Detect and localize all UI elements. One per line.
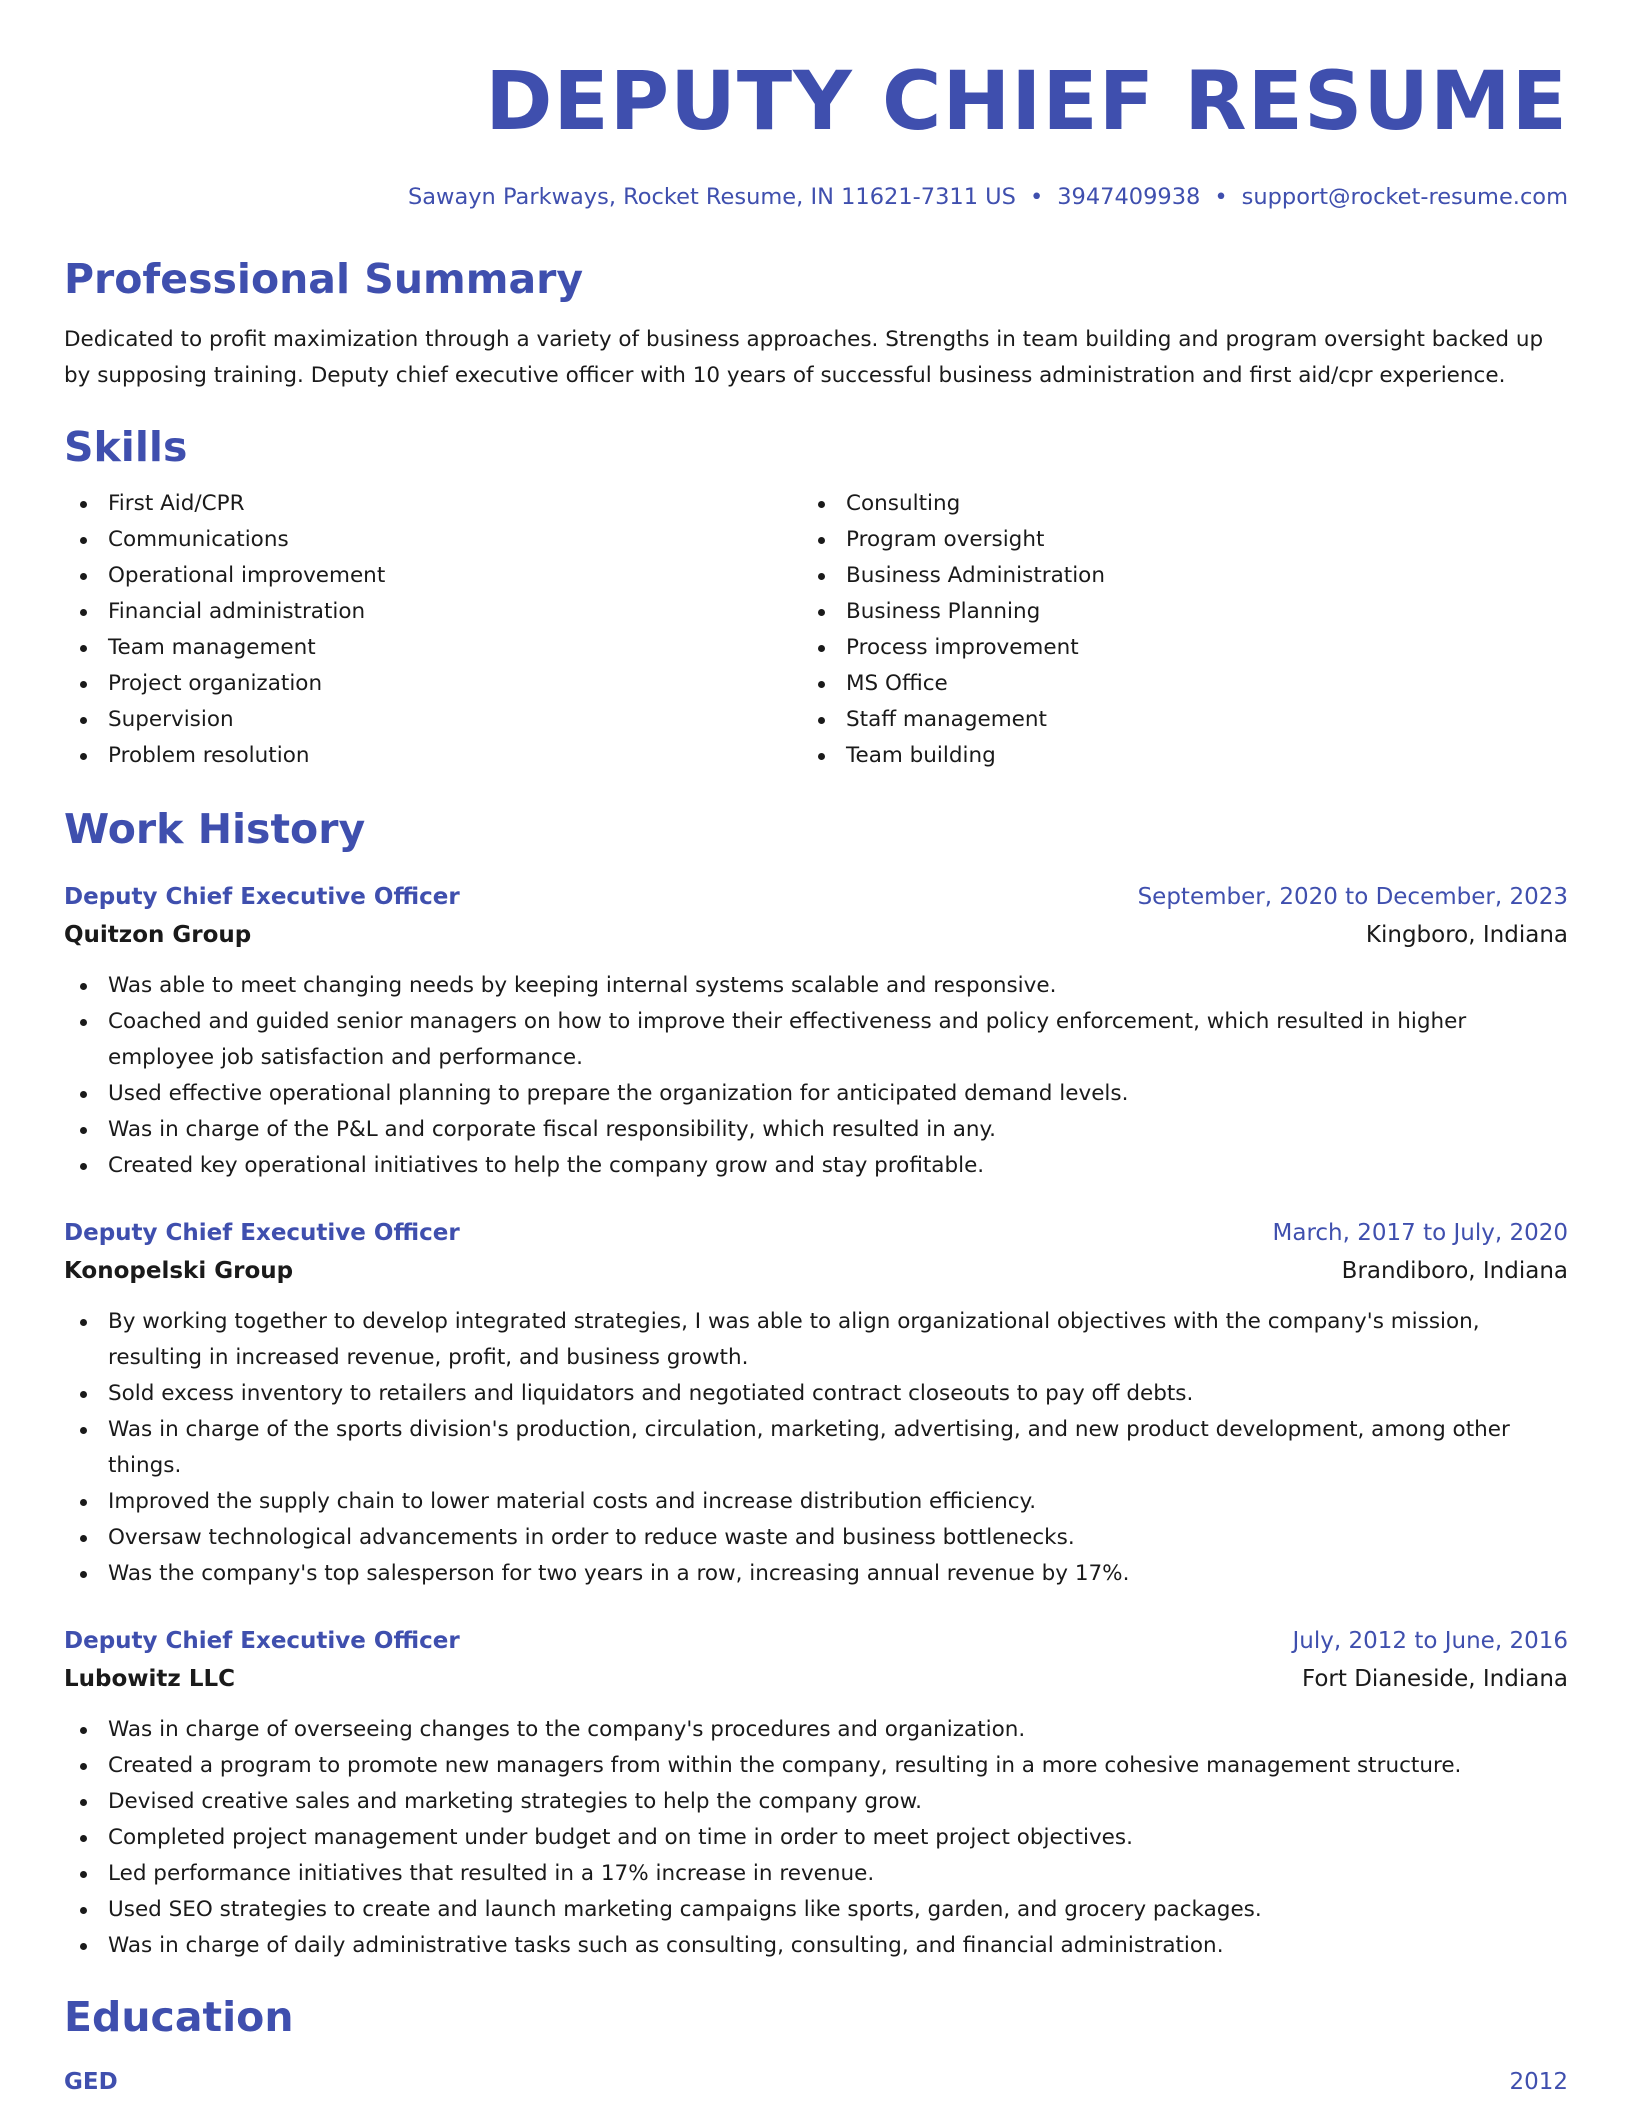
education-degree: GED	[64, 2069, 118, 2095]
job-title: Deputy Chief Executive Officer	[64, 1220, 460, 1246]
contact-separator: •	[1214, 184, 1228, 210]
job-entry	[64, 878, 1568, 1184]
job-duties	[64, 1304, 1568, 1592]
duty-item: Sold excess inventory to retailers and liquidators and negotiated contract closeouts to pay off debts.	[64, 1376, 1568, 1412]
job-location: Kingboro, Indiana	[1365, 922, 1568, 948]
job-company-row	[64, 1252, 1568, 1290]
job-entry	[64, 1214, 1568, 1592]
job-company: Lubowitz LLC	[64, 1666, 236, 1692]
contact-email: support@rocket-resume.com	[1241, 184, 1568, 210]
duty-item: Oversaw technological advancements in order to reduce waste and business bottlenecks.	[64, 1520, 1568, 1556]
education-heading: Education	[64, 1993, 294, 2041]
job-company: Konopelski Group	[64, 1258, 294, 1284]
skill-item: Process improvement	[802, 630, 1540, 666]
skills-column-right	[802, 486, 1540, 774]
resume-title: DEPUTY CHIEF RESUME	[485, 55, 1568, 149]
duty-item: Led performance initiatives that resulted in a 17% increase in revenue.	[64, 1856, 1568, 1892]
skill-item: First Aid/CPR	[64, 486, 802, 522]
skill-item: Operational improvement	[64, 558, 802, 594]
duty-item: Was in charge of daily administrative tasks such as consulting, consulting, and financial administration.	[64, 1928, 1568, 1964]
skill-item: MS Office	[802, 666, 1540, 702]
duty-item: Was in charge of the P&L and corporate fiscal responsibility, which resulted in any.	[64, 1112, 1568, 1148]
summary-heading: Professional Summary	[64, 255, 584, 303]
duty-item: Improved the supply chain to lower material costs and increase distribution efficiency.	[64, 1484, 1568, 1520]
contact-address: Sawayn Parkways, Rocket Resume, IN 11621-7311 US	[407, 184, 1016, 210]
skill-item: Business Planning	[802, 594, 1540, 630]
summary-text: Dedicated to profit maximization through a variety of business approaches. Strengths in team building and program oversight backed up by supposing training. Deputy chief executive officer with 10 years of successful business administration and first aid/cpr experience.	[64, 327, 1544, 388]
job-dates: July, 2012 to June, 2016	[1292, 1628, 1568, 1654]
duty-item: Completed project management under budget and on time in order to meet project objectives.	[64, 1820, 1568, 1856]
job-entry	[64, 1622, 1568, 1964]
job-company-row	[64, 916, 1568, 954]
contact-phone: 3947409938	[1057, 184, 1201, 210]
job-company-row	[64, 1660, 1568, 1698]
duty-item: Created a program to promote new managers from within the company, resulting in a more cohesive management structure.	[64, 1748, 1568, 1784]
education-year: 2012	[1509, 2069, 1568, 2095]
job-title: Deputy Chief Executive Officer	[64, 1628, 460, 1654]
skills-column-left	[64, 486, 802, 774]
skill-item: Business Administration	[802, 558, 1540, 594]
skill-item: Staff management	[802, 702, 1540, 738]
job-dates: September, 2020 to December, 2023	[1137, 884, 1568, 910]
duty-item: Was in charge of the sports division's production, circulation, marketing, advertising, and new product development, among other things.	[64, 1412, 1568, 1484]
job-duties	[64, 968, 1568, 1184]
job-title-row	[64, 878, 1568, 916]
duty-item: Devised creative sales and marketing strategies to help the company grow.	[64, 1784, 1568, 1820]
job-location: Fort Dianeside, Indiana	[1301, 1666, 1568, 1692]
skill-item: Problem resolution	[64, 738, 802, 774]
job-location: Brandiboro, Indiana	[1341, 1258, 1568, 1284]
skill-item: Project organization	[64, 666, 802, 702]
contact-separator: •	[1029, 184, 1044, 210]
skills-list	[64, 486, 1568, 774]
work-history-heading: Work History	[64, 805, 366, 853]
duty-item: By working together to develop integrated strategies, I was able to align organizational objectives with the company's mission, resulting in increased revenue, profit, and business growth.	[64, 1304, 1568, 1376]
duty-item: Created key operational initiatives to help the company grow and stay profitable.	[64, 1148, 1568, 1184]
job-dates: March, 2017 to July, 2020	[1272, 1220, 1568, 1246]
duty-item: Coached and guided senior managers on how to improve their effectiveness and policy enforcement, which resulted in higher employee job satisfaction and performance.	[64, 1004, 1568, 1076]
skill-item: Team management	[64, 630, 802, 666]
duty-item: Was able to meet changing needs by keeping internal systems scalable and responsive.	[64, 968, 1568, 1004]
job-duties	[64, 1712, 1568, 1964]
duty-item: Used SEO strategies to create and launch marketing campaigns like sports, garden, and grocery packages.	[64, 1892, 1568, 1928]
skills-heading: Skills	[64, 423, 188, 471]
skill-item: Financial administration	[64, 594, 802, 630]
contact-line	[64, 182, 1568, 212]
duty-item: Was the company's top salesperson for two years in a row, increasing annual revenue by 17%.	[64, 1556, 1568, 1592]
duty-item: Was in charge of overseeing changes to the company's procedures and organization.	[64, 1712, 1568, 1748]
skill-item: Consulting	[802, 486, 1540, 522]
skill-item: Supervision	[64, 702, 802, 738]
skill-item: Team building	[802, 738, 1540, 774]
duty-item: Used effective operational planning to prepare the organization for anticipated demand levels.	[64, 1076, 1568, 1112]
skill-item: Communications	[64, 522, 802, 558]
job-title-row	[64, 1214, 1568, 1252]
job-company: Quitzon Group	[64, 922, 252, 948]
skill-item: Program oversight	[802, 522, 1540, 558]
job-title: Deputy Chief Executive Officer	[64, 884, 460, 910]
job-title-row	[64, 1622, 1568, 1660]
education-entry	[64, 2064, 1568, 2100]
